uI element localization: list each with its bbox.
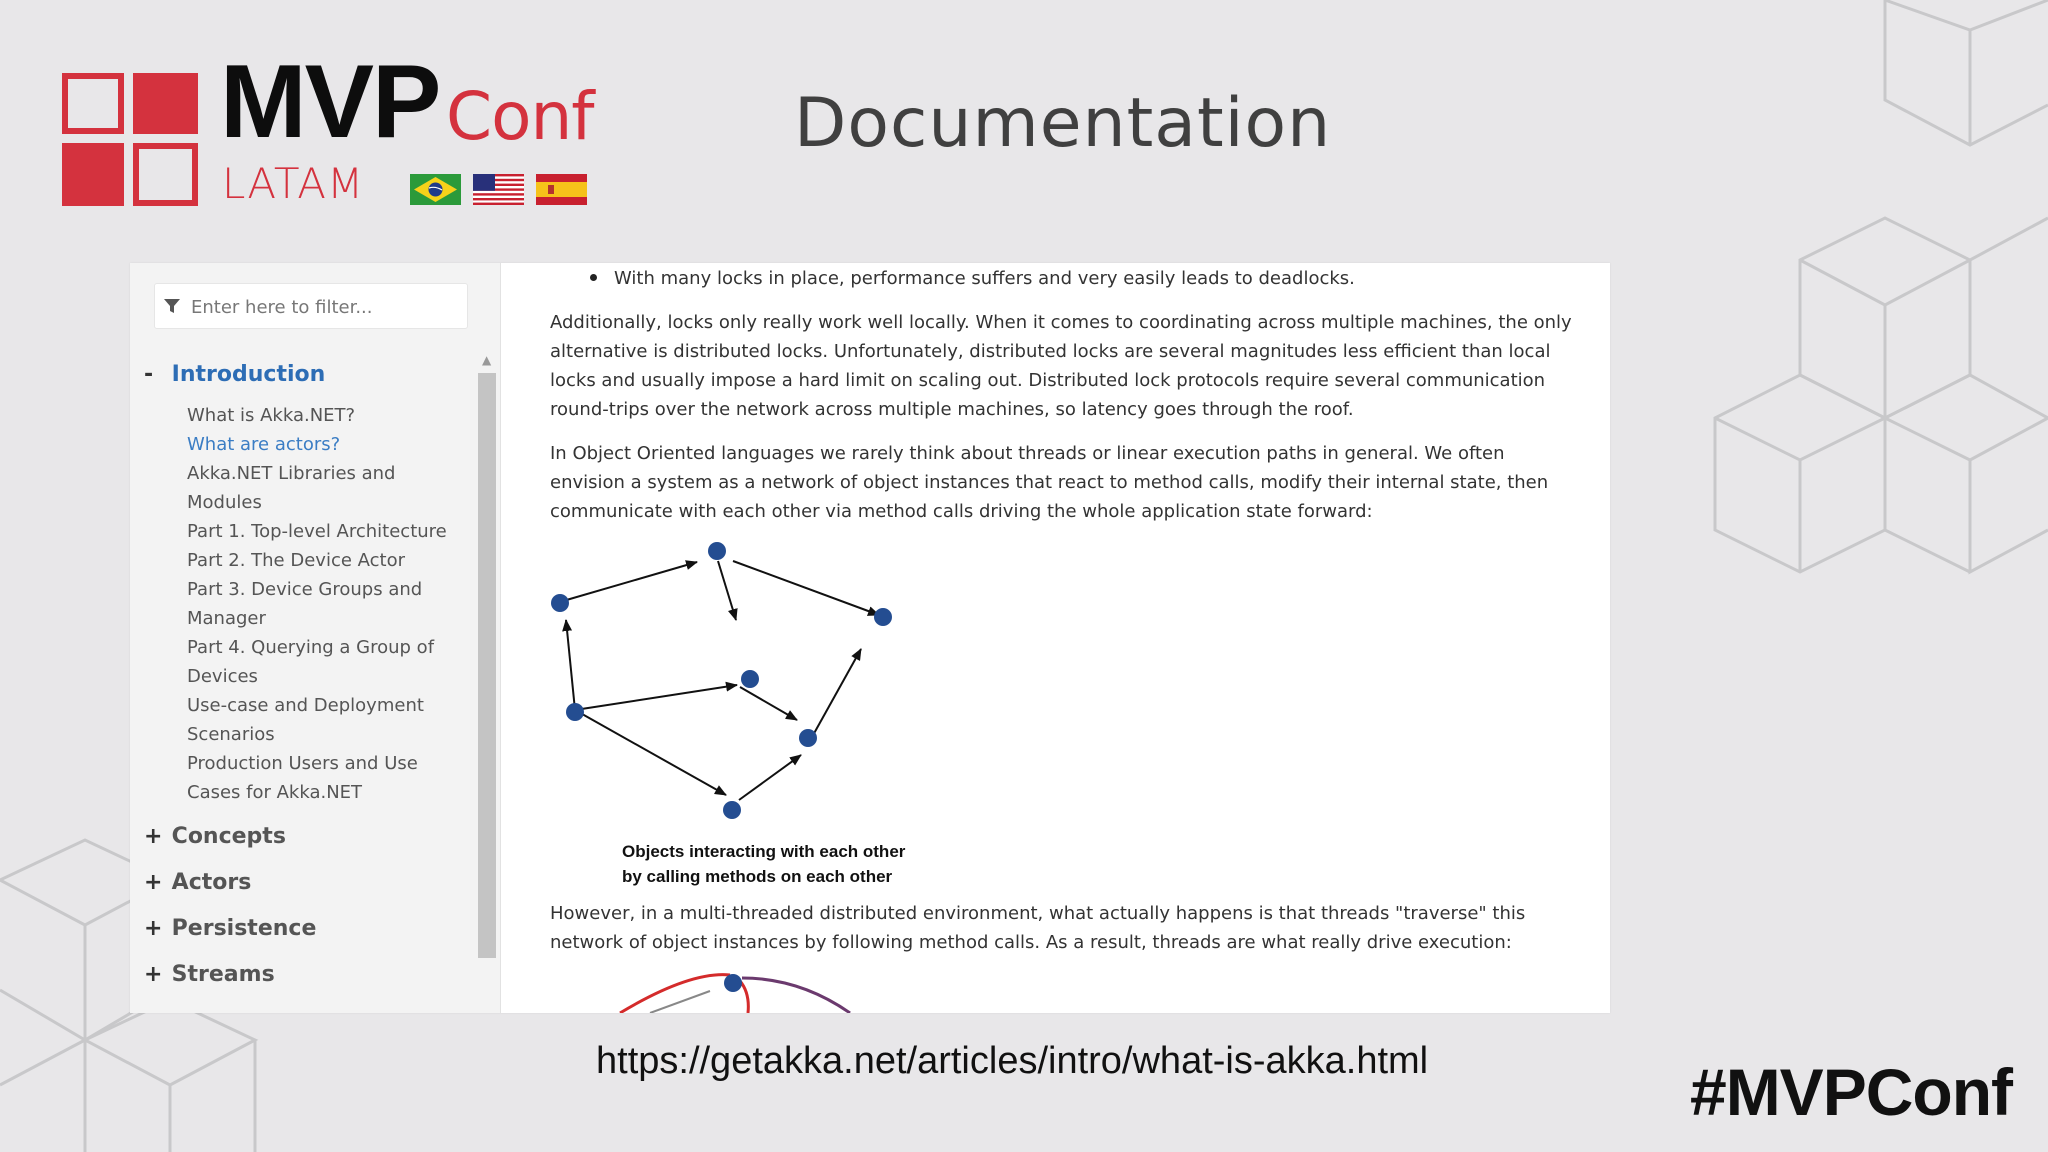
expand-toggle-icon[interactable]: +	[144, 962, 163, 987]
brazil-flag-icon	[410, 174, 461, 205]
thread-graph-diagram-partial	[550, 963, 970, 1013]
nav-item-part4[interactable]: Part 4. Querying a Group of	[187, 637, 435, 658]
nav-section-label: Introduction	[171, 362, 326, 387]
paragraph-line: However, in a multi-threaded distributed environment, what actually happens is that threads "traverse" this	[550, 903, 1526, 924]
nav-item-part2[interactable]: Part 2. The Device Actor	[187, 550, 405, 571]
docs-page-screenshot	[130, 263, 1610, 1013]
usa-flag-icon	[473, 174, 524, 205]
event-hashtag: #MVPConf	[1690, 1055, 2012, 1129]
paragraph-line: round-trips over the network across multiple machines, so latency goes through the roof.	[550, 399, 1354, 420]
collapse-toggle-icon[interactable]: -	[144, 362, 154, 387]
nav-item-what-are-actors[interactable]: What are actors?	[187, 434, 341, 455]
nav-item-production-users[interactable]: Production Users and Use	[187, 753, 418, 774]
filter-input[interactable]	[189, 292, 463, 322]
nav-item-part1[interactable]: Part 1. Top-level Architecture	[187, 521, 447, 542]
bullet-dot	[590, 274, 597, 281]
nav-item-use-case[interactable]: Use-case and Deployment	[187, 695, 424, 716]
expand-toggle-icon[interactable]: +	[144, 870, 163, 895]
paragraph-line: In Object Oriented languages we rarely think about threads or linear execution paths in general. We often	[550, 443, 1505, 464]
nav-item-part3[interactable]: Part 3. Device Groups and	[187, 579, 423, 600]
nav-item-use-case-cont[interactable]: Scenarios	[187, 724, 275, 745]
nav-section-label: Streams	[171, 962, 275, 987]
nav-section-persistence[interactable]	[144, 916, 316, 941]
bullet-text: With many locks in place, performance suffers and very easily leads to deadlocks.	[614, 268, 1355, 289]
figure-caption-line: by calling methods on each other	[622, 867, 893, 886]
nav-item-part4-cont[interactable]: Devices	[187, 666, 258, 687]
sidebar-filter-box[interactable]	[154, 283, 468, 329]
nav-section-actors[interactable]	[144, 870, 251, 895]
nav-section-label: Actors	[171, 870, 252, 895]
nav-item-production-users-cont[interactable]: Cases for Akka.NET	[187, 782, 363, 803]
paragraph-line: envision a system as a network of object instances that react to method calls, modify their internal state, then	[550, 472, 1549, 493]
slide-title: Documentation	[794, 84, 1332, 163]
nav-section-label: Persistence	[171, 916, 317, 941]
expand-toggle-icon[interactable]: +	[144, 916, 163, 941]
nav-section-introduction[interactable]	[144, 362, 325, 387]
paragraph-threads	[550, 899, 1590, 957]
nav-section-streams[interactable]	[144, 962, 275, 987]
figure-caption-line: Objects interacting with each other	[622, 842, 906, 861]
logo-latam-text: LATAM	[222, 159, 365, 208]
logo-conf-text: Conf	[446, 78, 594, 155]
article-url: https://getakka.net/articles/intro/what-is-akka.html	[596, 1040, 1429, 1082]
docs-article	[550, 263, 1590, 1013]
object-graph-diagram	[550, 538, 1010, 838]
nav-item-what-is-akka[interactable]: What is Akka.NET?	[187, 405, 356, 426]
paragraph-line: locks and usually impose a hard limit on scaling out. Distributed lock protocols require several communication	[550, 370, 1546, 391]
mvp-logo-mark	[62, 73, 198, 206]
bullet-item	[590, 264, 1355, 293]
nav-item-libraries-modules-cont[interactable]: Modules	[187, 492, 262, 513]
figure-caption	[622, 839, 952, 889]
nav-section-concepts[interactable]	[144, 824, 286, 849]
paragraph-line: alternative is distributed locks. Unfortunately, distributed locks are several magnitudes less efficient than local	[550, 341, 1551, 362]
expand-toggle-icon[interactable]: +	[144, 824, 163, 849]
spain-flag-icon	[536, 174, 587, 205]
paragraph-oo	[550, 439, 1590, 526]
paragraph-line: network of object instances by following method calls. As a result, threads are what really drive execution:	[550, 932, 1512, 953]
paragraph-line: communicate with each other via method calls driving the whole application state forward:	[550, 501, 1373, 522]
paragraph-locks	[550, 308, 1590, 424]
docs-sidebar	[130, 263, 501, 1013]
nav-item-libraries-modules[interactable]: Akka.NET Libraries and	[187, 463, 396, 484]
scroll-up-arrow-icon[interactable]: ▲	[482, 353, 492, 367]
paragraph-line: Additionally, locks only really work well locally. When it comes to coordinating across multiple machines, the only	[550, 312, 1572, 333]
nav-item-part3-cont[interactable]: Manager	[187, 608, 266, 629]
nav-section-label: Concepts	[171, 824, 286, 849]
filter-icon	[163, 297, 181, 315]
sidebar-scrollbar[interactable]	[478, 373, 496, 958]
logo-mvp-text: MVP	[220, 44, 440, 160]
